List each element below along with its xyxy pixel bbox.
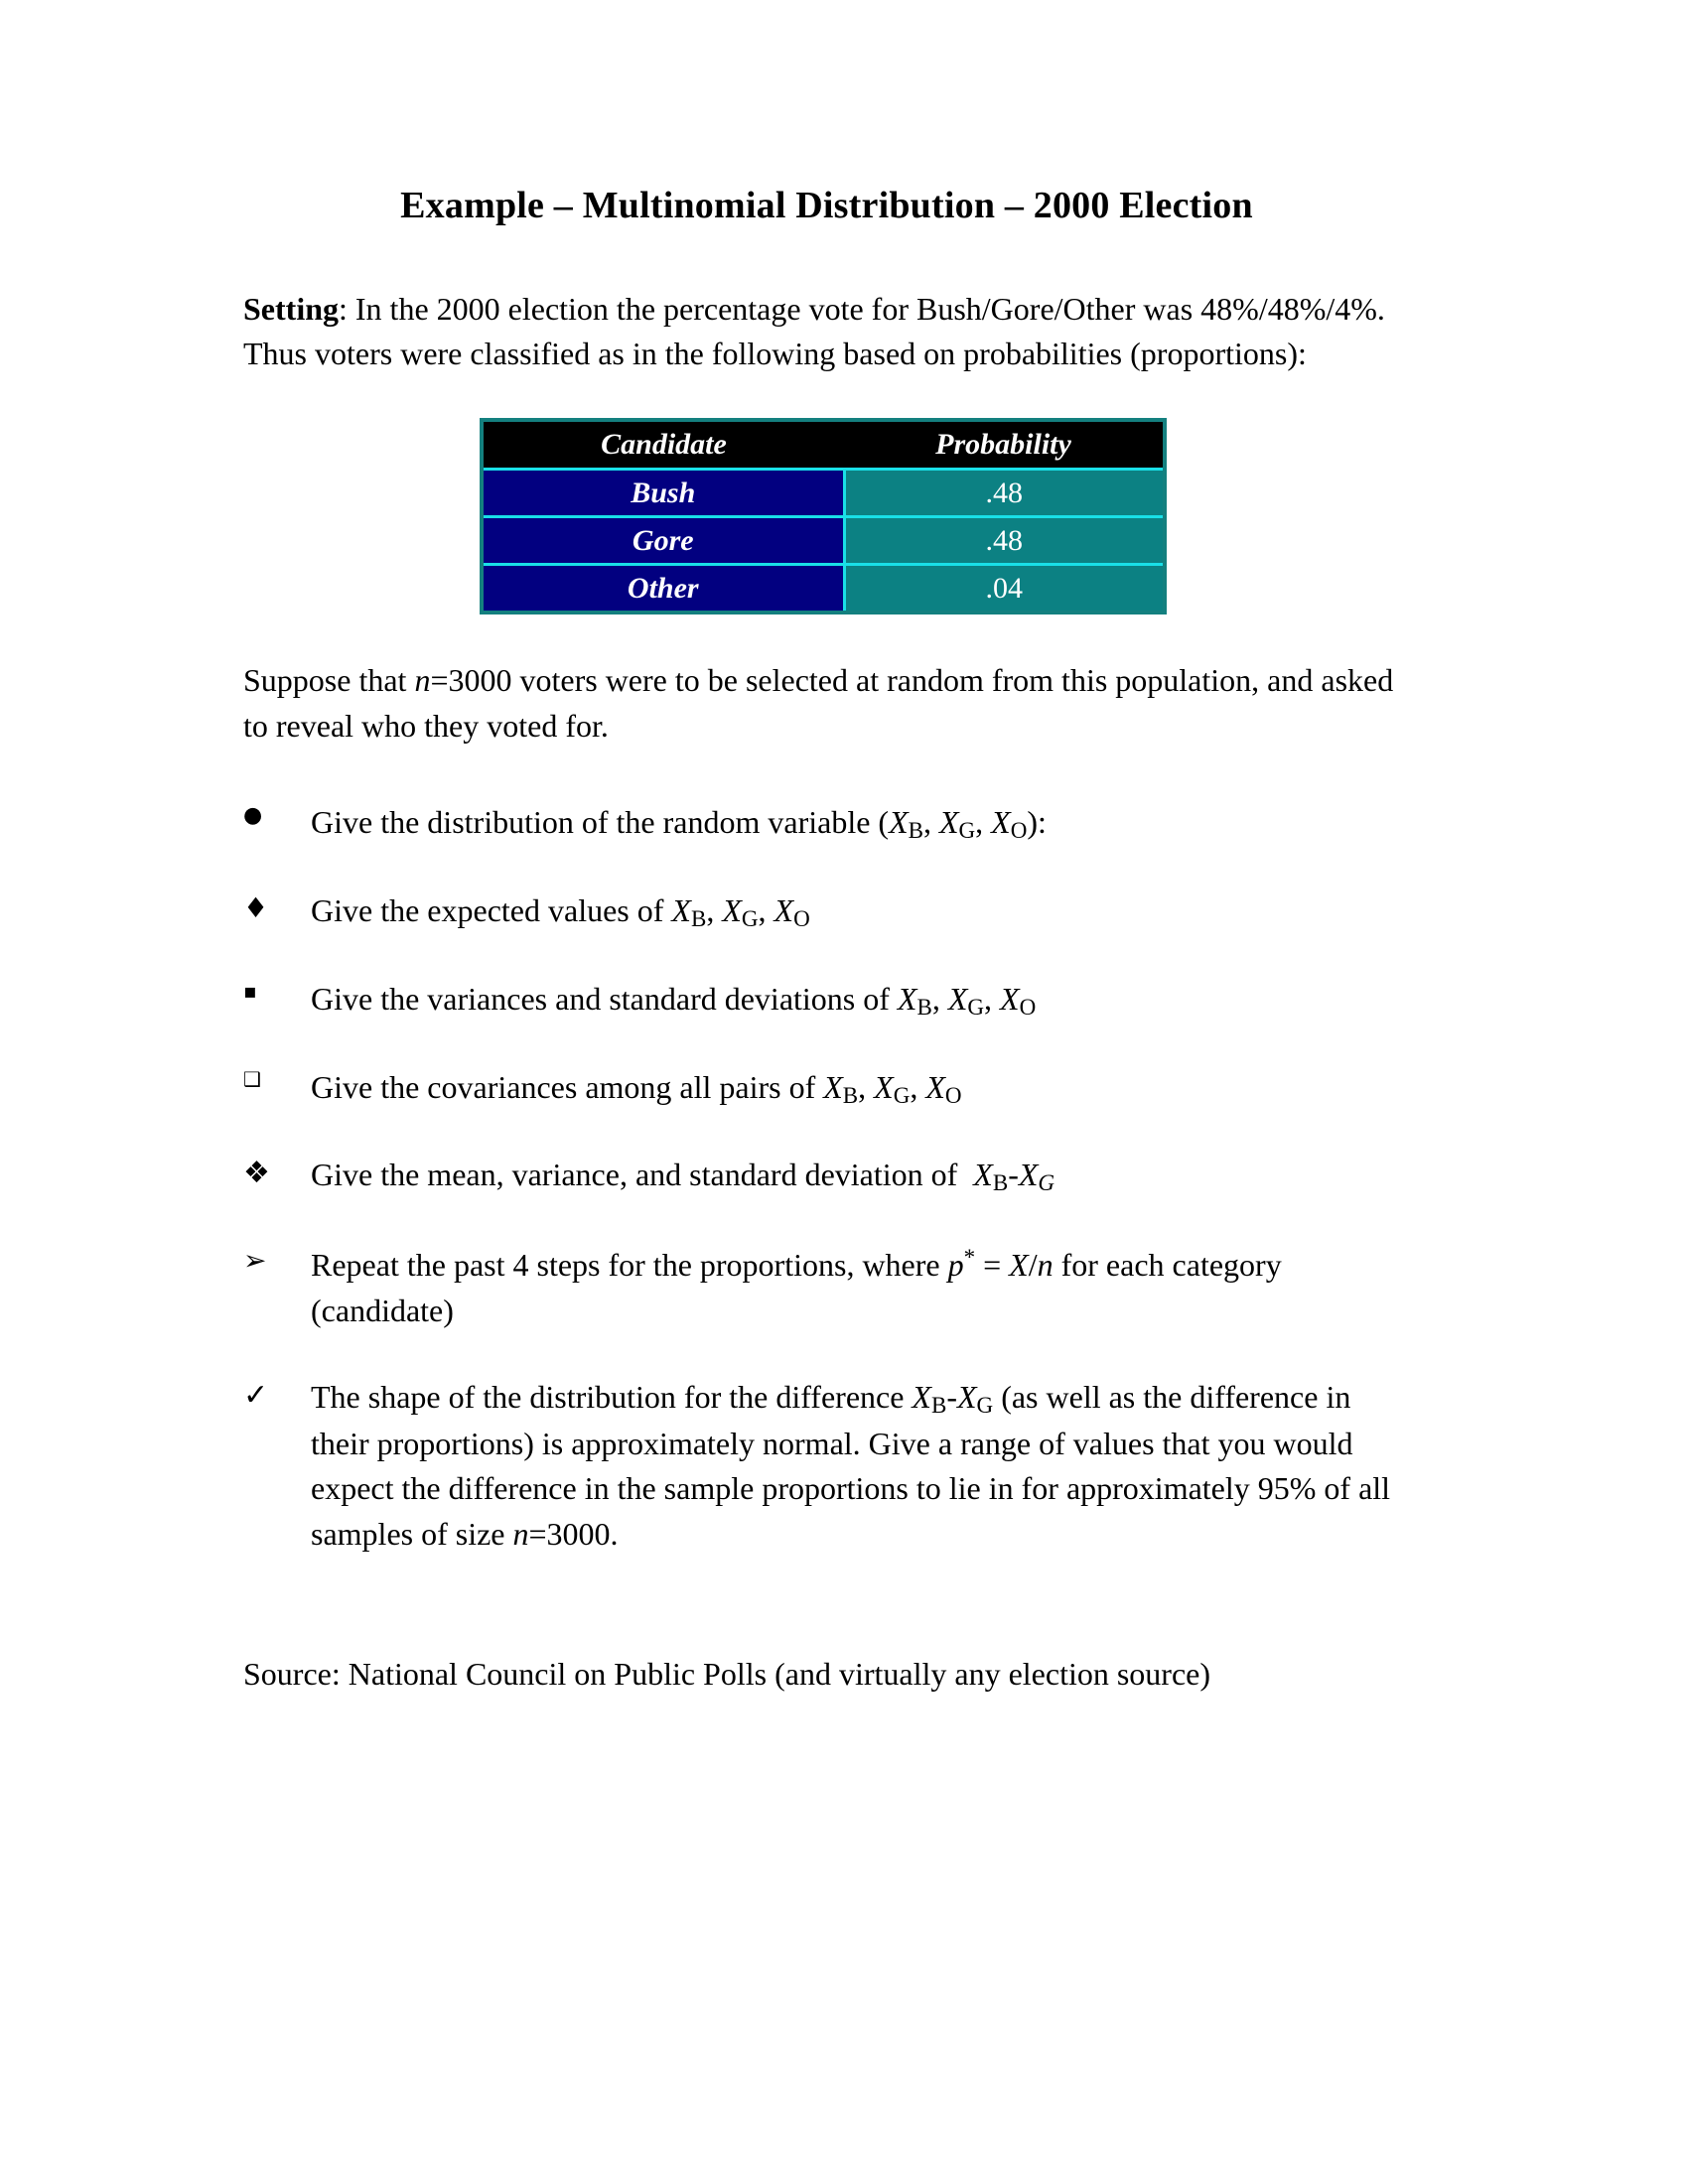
arrowhead-bullet-icon: ➢	[243, 1244, 267, 1278]
math-subscript: G	[893, 1081, 911, 1108]
cell-candidate: Bush	[482, 470, 844, 517]
math-var-letter: X	[774, 892, 794, 929]
list-item-distribution: ● Give the distribution of the random variable (XB, XG, XO):	[243, 800, 1410, 847]
list-item-text-tail: =3000.	[528, 1515, 619, 1552]
list-item-expected-values: ♦ Give the expected values of XB, XG, XO	[243, 888, 1410, 935]
list-item-normal-shape	[243, 1375, 1410, 1557]
math-subscript: B	[908, 817, 923, 844]
math-subscript: O	[1019, 993, 1037, 1020]
document-content	[243, 184, 1410, 1698]
math-var-letter: X	[671, 892, 691, 929]
table-row	[482, 517, 1165, 565]
probability-table-wrapper	[480, 418, 1167, 614]
suppose-text-part1: Suppose that	[243, 662, 415, 699]
math-var-letter: X	[823, 1068, 843, 1105]
math-operator: -	[1008, 1157, 1019, 1193]
list-item-text: The shape of the distribution for the difference	[311, 1379, 913, 1416]
setting-paragraph	[243, 287, 1410, 377]
math-variable	[889, 804, 923, 844]
list-item-text: Give the covariances among all pairs of	[311, 1068, 824, 1105]
four-diamond-bullet-icon: ❖	[243, 1156, 270, 1191]
math-operator: -	[946, 1379, 957, 1416]
source-line: Source: National Council on Public Polls (and virtually any election source)	[243, 1656, 1211, 1693]
math-variable	[1018, 1157, 1055, 1196]
math-variable	[874, 1068, 911, 1108]
math-variable	[897, 980, 932, 1020]
math-var-letter: X	[925, 1068, 945, 1105]
list-item-text: Give the expected values of	[311, 892, 672, 929]
checkmark-bullet-icon: ✓	[243, 1378, 269, 1414]
math-superscript: *	[963, 1244, 976, 1271]
column-header-candidate: Candidate	[482, 420, 844, 470]
suppose-text-part2: =3000 voters were to be selected at random from this population, and asked to reveal who they voted for.	[243, 662, 1394, 744]
suppose-paragraph	[243, 658, 1410, 749]
math-var-letter: X	[912, 1379, 931, 1416]
math-subscript: G	[1038, 1169, 1055, 1196]
math-variable-n: n	[512, 1515, 529, 1552]
math-variable	[957, 1379, 994, 1419]
cell-probability: .48	[844, 517, 1165, 565]
math-equals: =	[975, 1247, 1010, 1284]
math-variable	[912, 1379, 947, 1419]
math-variable	[671, 892, 707, 932]
list-item-text: Give the distribution of the random variable (	[311, 804, 890, 841]
math-variable	[973, 1157, 1009, 1196]
filled-diamond-bullet-icon: ♦	[243, 891, 269, 925]
math-var-letter: X	[889, 804, 909, 841]
cell-probability: .04	[844, 565, 1165, 614]
math-variable	[938, 804, 976, 844]
table-row	[482, 565, 1165, 614]
table-header-row	[482, 420, 1165, 470]
math-variable-x: X	[1009, 1247, 1029, 1284]
math-var-letter: X	[897, 980, 917, 1017]
math-variable	[823, 1068, 859, 1108]
column-header-probability: Probability	[844, 420, 1165, 470]
list-item-text: Give the variances and standard deviations of	[311, 980, 898, 1017]
math-var-letter: X	[938, 804, 959, 841]
math-var-letter: X	[722, 892, 742, 929]
filled-circle-bullet-icon: ●	[243, 803, 263, 829]
math-subscript: G	[958, 817, 976, 844]
list-item-text-mid: (as well as the difference in their proportions) is approximately normal. Give a range of values that you would expect the difference in the sample proportions to lie in for approximately 95% of all samples of size	[311, 1379, 1391, 1552]
variable-n: n	[414, 662, 431, 699]
math-variable	[925, 1068, 962, 1108]
math-var-letter: X	[1018, 1157, 1039, 1193]
math-variable	[947, 980, 985, 1020]
list-item-proportions	[243, 1241, 1410, 1333]
math-var-letter: X	[1000, 980, 1020, 1017]
list-item-text: Give the mean, variance, and standard deviation of	[311, 1157, 974, 1193]
setting-text: : In the 2000 election the percentage vote for Bush/Gore/Other was 48%/48%/4%. Thus voters were classified as in the following based on probabilities (proportions):	[243, 290, 1385, 372]
math-variable	[774, 892, 810, 932]
math-subscript: O	[793, 905, 810, 932]
math-var-letter: X	[874, 1068, 894, 1105]
math-variable	[722, 892, 759, 932]
table-row	[482, 470, 1165, 517]
math-variable-p	[947, 1244, 976, 1284]
cell-candidate: Gore	[482, 517, 844, 565]
math-subscript: B	[930, 1392, 947, 1419]
math-variable	[1000, 980, 1037, 1020]
math-slash: /	[1028, 1247, 1038, 1284]
probability-table	[480, 418, 1167, 614]
list-item-variances: ▪ Give the variances and standard deviations of XB, XG, XO	[243, 978, 1037, 1020]
filled-square-bullet-icon: ▪	[243, 978, 257, 1003]
list-item-mean-variance-difference	[243, 1153, 1410, 1199]
cell-candidate: Other	[482, 565, 844, 614]
math-var-letter: X	[957, 1379, 977, 1416]
list-item-text: Repeat the past 4 steps for the proportions, where	[311, 1247, 948, 1284]
math-var-letter: X	[973, 1157, 993, 1193]
math-var-letter: X	[947, 980, 968, 1017]
math-subscript: G	[967, 993, 985, 1020]
math-subscript: B	[690, 905, 707, 932]
math-subscript: G	[741, 905, 759, 932]
math-variable-n: n	[1037, 1247, 1054, 1284]
setting-label: Setting	[243, 290, 339, 327]
cell-probability: .48	[844, 470, 1165, 517]
math-var-letter: p	[947, 1247, 964, 1284]
list-item-text-tail: ):	[1027, 804, 1047, 841]
math-subscript: B	[916, 993, 932, 1020]
question-list	[243, 800, 1410, 1557]
math-subscript: O	[944, 1081, 962, 1108]
list-item-text-tail: for each category (candidate)	[311, 1247, 1282, 1328]
list-item-covariances: ❑ Give the covariances among all pairs of XB, XG, XO	[243, 1066, 962, 1108]
math-subscript: B	[842, 1081, 859, 1108]
math-variable	[991, 804, 1028, 844]
page-title: Example – Multinomial Distribution – 2000 Election	[400, 185, 1253, 226]
math-var-letter: X	[991, 804, 1011, 841]
math-subscript: B	[992, 1169, 1009, 1196]
open-square-bullet-icon: ❑	[243, 1066, 261, 1091]
math-subscript: G	[976, 1392, 994, 1419]
math-subscript: O	[1010, 817, 1028, 844]
